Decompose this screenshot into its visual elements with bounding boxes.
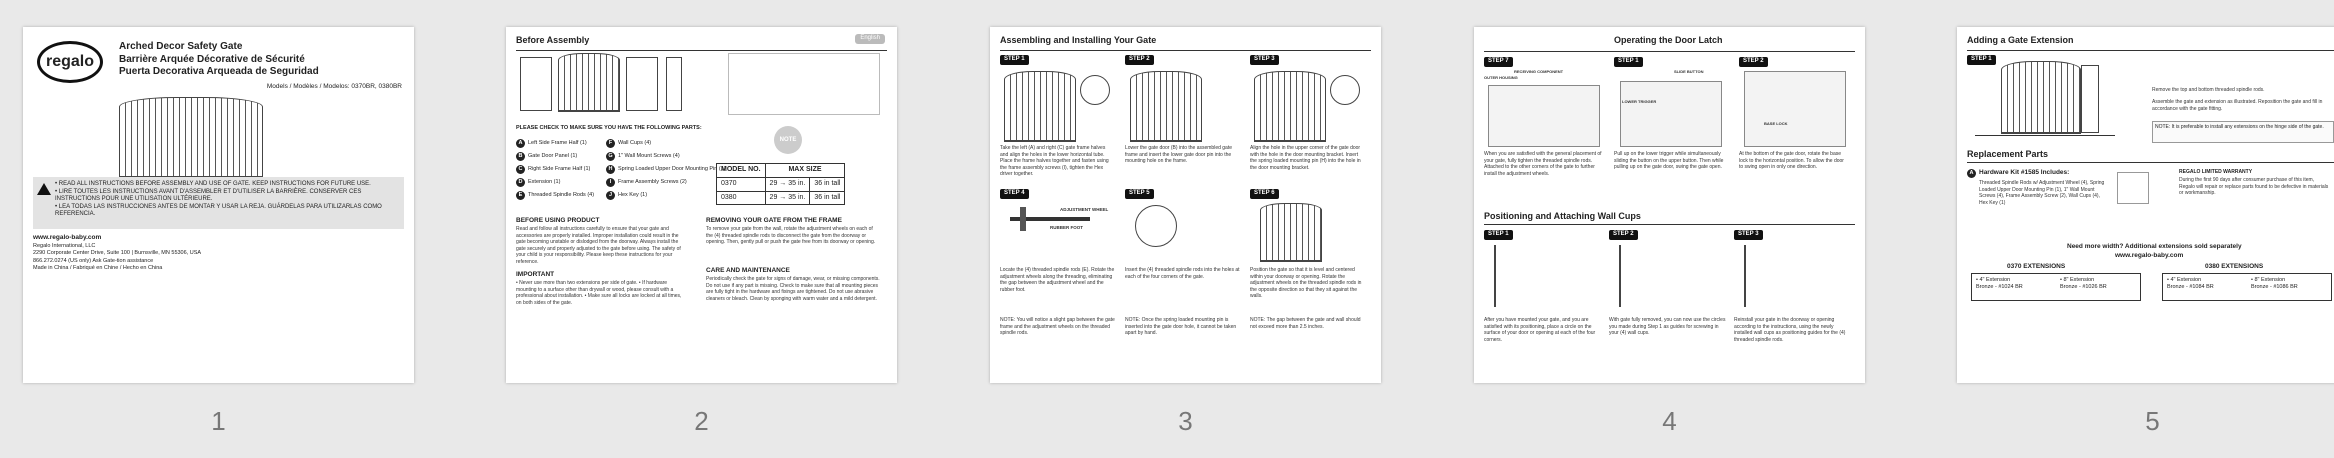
extension-gate-illustration [2001,61,2081,134]
ext-0380-heading: 0380 EXTENSIONS [2205,263,2264,270]
title-en: Arched Decor Safety Gate [119,41,243,52]
removing-text: To remove your gate from the wall, rotate the adjustment wheels on each of the (4) threaded spindle rods to disconnect the gate from the doorway or opening. Then, gently pull or push the gate free from its doorway or opening. [706,226,876,245]
hardware-kit-text: Threaded Spindle Rods w/ Adjustment Wheel (4), Spring Loaded Upper Door Mounting Pin (1), 1" Wall Mount Screws (4), Frame Assembly Screw (2), Wall Cups (4), Hex Key (1) [1979,180,2105,206]
divider [1000,50,1371,51]
adjustment-wheel-label: ADJUSTMENT WHEEL [1060,207,1109,212]
ext-0370-list: • 4" Extension Bronze - #1024 BR • 8" Extension Bronze - #1026 BR [1971,273,2141,301]
step-3-badge: STEP 3 [1250,55,1279,65]
extension-step-1-badge: STEP 1 [1967,55,1996,65]
receiving-label: RECEIVING COMPONENT [1514,69,1564,74]
page-4 [1474,27,1865,383]
step-6-illustration [1260,203,1322,262]
page-4-heading: Operating the Door Latch [1614,35,1723,45]
step-4-badge: STEP 4 [1000,189,1029,199]
lower-trigger-label: LOWER TRIGGER [1622,99,1657,104]
need-more-url: www.regalo-baby.com [2115,252,2184,259]
wall-step-3-badge: STEP 3 [1734,230,1763,240]
wall-step-2-text: With gate fully removed, you can now use the circles you made during Step 1 as guides for screwing in your (4) wall cups. [1609,317,1726,336]
ext-0370-heading: 0370 EXTENSIONS [2007,263,2066,270]
outer-housing-label: OUTER HOUSING [1484,75,1518,80]
step-1-illustration [1004,71,1076,142]
step-2-text: Lower the gate door (B) into the assembled gate frame and insert the lower gate door pin into the mounting hole on the frame. [1125,145,1233,164]
step-2-badge: STEP 2 [1125,55,1154,65]
latch-step-2-text: At the bottom of the gate door, rotate the base lock to the horizontal position. To allow the door to swing open in only one direction. [1739,151,1844,170]
wall-step-1-text: After you have mounted your gate, and you are satisfied with its positioning, place a circle on the surface of your door or opening at each of the four corners. [1484,317,1596,343]
wall-step-1-illustration [1494,245,1586,307]
wall-step-3-text: Reinstall your gate in the doorway or opening according to the instructions, using the newly installed wall cups as positioning guides for the (4) threaded spindle rods. [1734,317,1846,343]
wall-step-3-illustration [1744,245,1836,307]
step-7-badge: STEP 7 [1484,57,1513,67]
company: Regalo International, LLC [33,242,96,249]
step-1-badge: STEP 1 [1000,55,1029,65]
english-tag: English [855,34,885,44]
ext-0380-list: • 4" Extension Bronze - #1084 BR • 8" Extension Bronze - #1086 BR [2162,273,2332,301]
warranty-title: REGALO LIMITED WARRANTY [2179,169,2253,175]
step-5-illustration [1135,205,1177,247]
rubber-foot-label: RUBBER FOOT [1050,225,1083,230]
step-3-detail-icon [1330,75,1360,105]
check-heading: PLEASE CHECK TO MAKE SURE YOU HAVE THE FOLLOWING PARTS: [516,125,702,131]
step-3-text: Align the hole in the upper corner of the gate door with the hole in the door mounting bracket. Insert the spring loaded mounting pin (H) into the hole in the door mounting bracket. [1250,145,1361,171]
extension-note: NOTE: It is preferable to install any extensions on the hinge side of the gate. [2152,121,2334,143]
removing-heading: REMOVING YOUR GATE FROM THE FRAME [706,217,842,224]
step-6-text: Position the gate so that it is level and centered within your doorway or opening. Rotate the adjustment wheels on the threaded spindle rods in the opposite direction so that they sit against the walls. [1250,267,1362,299]
warning-box: • READ ALL INSTRUCTIONS BEFORE ASSEMBLY AND USE OF GATE. KEEP INSTRUCTIONS FOR FUTURE USE. • LIRE TOUTES LES INSTRUCTIONS AVANT D'ASSEMBLER ET D'UTILISER LA BARRIÈRE. CONSERVER CES INSTRUCTIONS POUR UNE UTILISATION ULTÉRIEURE. • LEA TODAS LAS INSTRUCCIONES ANTES DE MONTAR Y USAR LA REJA. GUÁRDELAS PARA UTILIZARLAS COMO REFERENCIA. [33,177,404,229]
adjustment-wheel-icon [1020,207,1026,231]
page-5 [1957,27,2334,383]
latch-step-1-text: Pull up on the lower trigger while simultaneously sliding the button on the upper button. Then while pulling up on the gate door, swing the gate open. [1614,151,1724,170]
latch-step-2-illustration [1744,71,1846,147]
extension-panel-illustration [2081,65,2099,133]
step-2-illustration [1130,71,1202,142]
models: Models / Modèles / Modelos: 0370BR, 0380BR [266,83,402,90]
slide-button-label: SLIDE BUTTON [1674,69,1704,74]
latch-step-1-illustration [1620,81,1722,147]
page-3 [990,27,1381,383]
before-using-text: Read and follow all instructions carefully to ensure that your gate and accessories are properly installed. Improper installation could result in the gate becoming unstable or dislodged from the doorway. Always install the gate securely and properly adjusted to the gate before using. The safety of your child is your responsibility. Please keep these instructions for your reference. [516,226,681,265]
step-4-note: NOTE: You will notice a slight gap between the gate frame and the adjustment wheels on the threaded spindle rods. [1000,317,1115,336]
step-5-badge: STEP 5 [1125,189,1154,199]
hardware-kit-title: A Hardware Kit #1585 Includes: [1967,169,2069,178]
title-es: Puerta Decorativa Arqueada de Seguridad [119,66,319,77]
extension-step-text-1: Remove the top and bottom threaded spindle rods. [2152,87,2265,93]
address: 2290 Corporate Center Drive, Suite 100 | Burnsville, MN 55306, USA [33,250,202,257]
page-2 [506,27,897,383]
divider [1967,50,2334,51]
page-3-heading: Assembling and Installing Your Gate [1000,35,1157,45]
replacement-heading: Replacement Parts [1967,149,2049,159]
title-fr: Barrière Arquée Décorative de Sécurité [119,53,305,65]
warning-icon [37,183,51,195]
phone: 866.272.0274 (US only) Ask Gate-tion assistance [33,257,154,264]
size-table: MODEL NO. MAX SIZE 0370 29 → 35 in. 36 in tall 0380 29 → 35 in. 36 in tall [716,163,845,205]
care-heading: CARE AND MAINTENANCE [706,267,790,274]
gate-illustration [119,97,263,178]
latch-step-2-badge: STEP 2 [1739,57,1768,67]
step-1-detail-icon [1080,75,1110,105]
parts-illustration [516,53,716,113]
page-number-4: 4 [1662,406,1677,436]
need-more-width: Need more width? Additional extensions sold separately [2067,243,2242,250]
step-5-note: NOTE: Once the spring loaded mounting pin is inserted into the gate door hole, it cannot be taken apart by hand. [1125,317,1237,336]
before-using-heading: BEFORE USING PRODUCT [516,217,600,224]
page-number-2: 2 [694,406,709,436]
latch-step-1-badge: STEP 1 [1614,57,1643,67]
base-lock-label: BASE LOCK [1764,121,1788,126]
page-number-1: 1 [211,406,226,436]
page-1 [23,27,414,383]
important-text: • Never use more than two extensions per side of gate. • If hardware mounting to a surface other than drywall or wood, please consult with a professional about installation. • Make sure all locks are locked at all times, on both sides of the gate. [516,280,682,306]
care-text: Periodically check the gate for signs of damage, wear, or missing components. Do not use if any part is missing. Check to make sure that all mounting pieces are fully tight in the hardware and fixings are tightened. Do not use abrasive cleaners or bleach. Clean by sponging with warm water and a mild detergent. [706,276,880,302]
important-heading: IMPORTANT [516,271,555,278]
divider [516,50,887,51]
page-5-heading: Adding a Gate Extension [1967,35,2074,45]
step-4-text: Locate the (4) threaded spindle rods (E). Rotate the adjustment wheels along the threading, eliminating the gap between the adjustment wheel and the rubber foot. [1000,267,1115,293]
wall-cups-heading: Positioning and Attaching Wall Cups [1484,211,1641,221]
hardware-kit-image [2117,172,2149,204]
hardware-illustration [728,53,880,115]
step-6-badge: STEP 6 [1250,189,1279,199]
parts-list-right: F Wall Cups (4) G 1" Wall Mount Screws (4) H Spring Loaded Upper Door Mounting Pin (1) I Frame Assembly Screws (2) J Hex Key (1) [606,137,726,202]
wall-step-2-illustration [1619,245,1711,307]
step-6-note: NOTE: The gap between the gate and wall should not exceed more than 2.5 inches. [1250,317,1361,330]
made-in: Made in China / Fabriqué en Chine / Hecho en China [33,265,163,272]
regalo-logo: regalo [37,41,103,83]
step-7-illustration [1488,85,1600,147]
wall-step-1-badge: STEP 1 [1484,230,1513,240]
page-2-heading: Before Assembly [516,35,590,45]
step-1-text: Take the left (A) and right (C) gate frame halves and align the holes in the lower horizontal tube. Place the frame halves together and fasten using the frame assembly screws (I), tighten the Hex driver together. [1000,145,1109,177]
wall-step-2-badge: STEP 2 [1609,230,1638,240]
page-number-5: 5 [2145,406,2160,436]
step-3-illustration [1254,71,1326,142]
note-badge: NOTE [774,126,802,154]
warranty-text: During the first 90 days after consumer purchase of this item, Regalo will repair or replace parts found to be defective in materials or workmanship. [2179,177,2329,196]
parts-list-left: A Left Side Frame Half (1) B Gate Door Panel (1) C Right Side Frame Half (1) D Extension (1) E Threaded Spindle Rods (4) [516,137,594,202]
extension-arrow [1975,135,2115,136]
website: www.regalo-baby.com [33,234,102,241]
extension-step-text-2: Assemble the gate and extension as illustrated. Reposition the gate and fill in accordance with the gate fitting. [2152,99,2323,112]
step-5-text: Insert the (4) threaded spindle rods into the holes at each of the four corners of the gate. [1125,267,1240,280]
page-number-3: 3 [1178,406,1193,436]
step-7-text: When you are satisfied with the general placement of your gate, fully tighten the threaded spindle rods. Attached to the other corners of the gate to further install the adjustment wheels. [1484,151,1602,177]
